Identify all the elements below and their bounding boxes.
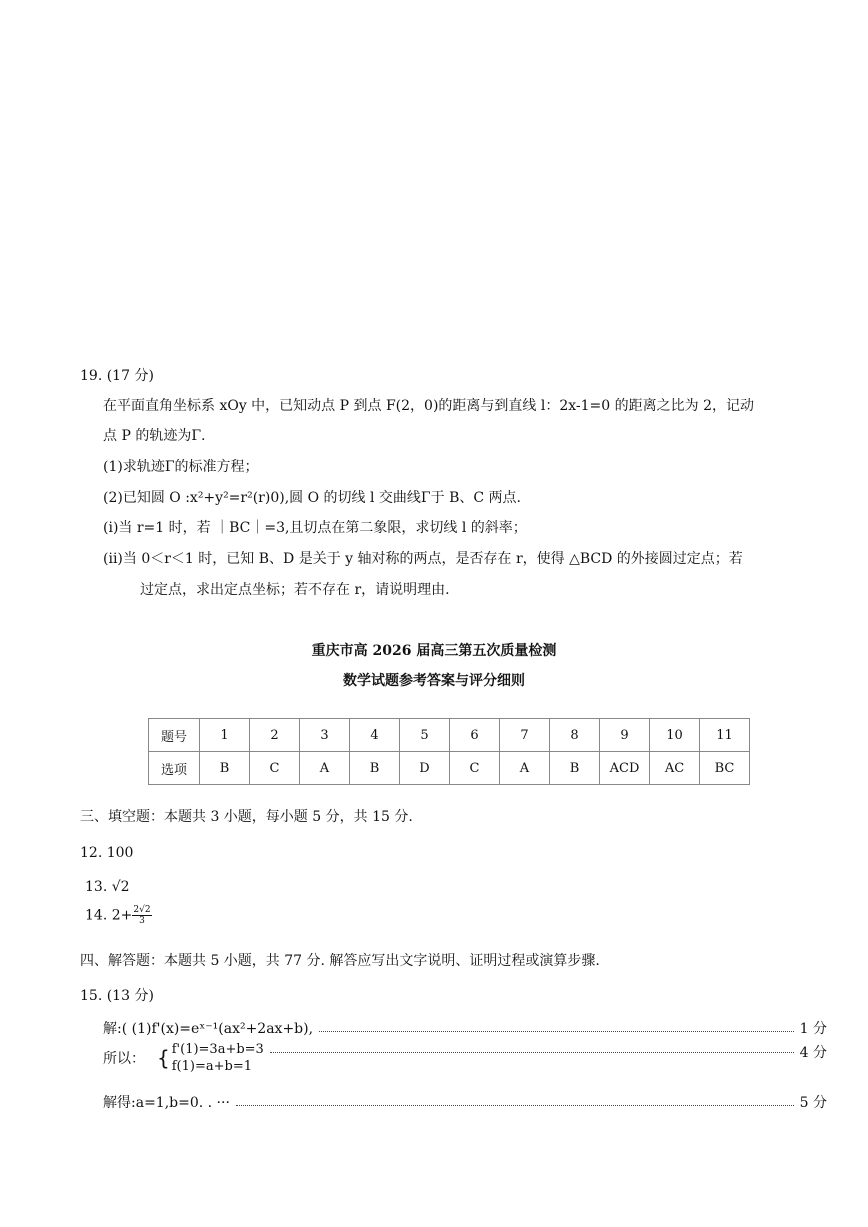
answer-14-prefix: 14. 2+ <box>85 907 133 924</box>
answer-option: D <box>400 752 450 785</box>
question-row <box>149 719 750 752</box>
leader-dots <box>319 1031 794 1032</box>
question-number: 11 <box>700 719 750 752</box>
question-number: 5 <box>400 719 450 752</box>
answer-13-prefix: 13. <box>85 879 108 895</box>
answer-key-title: 重庆市高 2026 届高三第五次质量检测 <box>311 643 557 659</box>
fill-blank-header: 三、填空题：本题共 3 小题，每小题 5 分，共 15 分. <box>80 809 413 825</box>
step-2-score: 4 分 <box>799 1045 827 1061</box>
answer-option: C <box>250 752 300 785</box>
brace-icon: { <box>157 1046 170 1070</box>
step-2-label: 所以： <box>103 1051 145 1067</box>
answer-option: B <box>550 752 600 785</box>
step-3-score: 5 分 <box>799 1095 827 1111</box>
question-number: 9 <box>600 719 650 752</box>
leader-dots <box>270 1052 794 1053</box>
answer-option: B <box>350 752 400 785</box>
question-number: 7 <box>500 719 550 752</box>
solution-step-2 <box>103 1040 827 1076</box>
question-number: 4 <box>350 719 400 752</box>
fraction-numerator: 2√2 <box>133 905 151 915</box>
equation-system <box>172 1041 264 1075</box>
question-number: 10 <box>650 719 700 752</box>
answer-row-header: 选项 <box>149 752 200 785</box>
question-number: 6 <box>450 719 500 752</box>
problem-19-part2ii-line1: (ii)当 0＜r＜1 时，已知 B、D 是关于 y 轴对称的两点，是否存在 r，使得 △BCD 的外接圆过定点；若 <box>103 551 743 567</box>
question-number: 3 <box>300 719 350 752</box>
answer-14-fraction <box>132 905 151 926</box>
answer-option: B <box>200 752 250 785</box>
problem-19-line2: 点 P 的轨迹为Γ. <box>103 428 206 444</box>
question-number: 1 <box>200 719 250 752</box>
solution-step-1 <box>103 1018 827 1038</box>
solution-step-3 <box>103 1092 827 1112</box>
problem-19-line1: 在平面直角坐标系 xOy 中，已知动点 P 到点 F(2，0)的距离与到直线 l：2x-1=0 的距离之比为 2，记动 <box>103 398 754 414</box>
problem-19-part2i: (i)当 r=1 时，若 ｜BC｜=3,且切点在第二象限，求切线 l 的斜率； <box>103 520 527 536</box>
step-1-score: 1 分 <box>799 1021 827 1037</box>
fraction-denominator: 3 <box>139 916 145 926</box>
answer-option: A <box>500 752 550 785</box>
answer-option: C <box>450 752 500 785</box>
answer-key-subtitle: 数学试题参考答案与评分细则 <box>343 673 525 689</box>
answer-13-value: √2 <box>111 879 130 895</box>
step-2-eq2: f(1)=a+b=1 <box>171 1059 252 1074</box>
answer-14 <box>85 905 152 926</box>
answer-table <box>148 718 750 785</box>
step-3-text: 解得:a=1,b=0. . ··· <box>103 1095 230 1111</box>
answer-row <box>149 752 750 785</box>
solutions-header: 四、解答题：本题共 5 小题，共 77 分. 解答应写出文字说明、证明过程或演算步骤. <box>80 953 600 969</box>
question-number: 8 <box>550 719 600 752</box>
answer-12: 12. 100 <box>80 845 134 861</box>
answer-option: BC <box>700 752 750 785</box>
step-1-text: 解:( (1)f'(x)=eˣ⁻¹(ax²+2ax+b), <box>103 1021 314 1037</box>
question-number: 2 <box>250 719 300 752</box>
step-2-eq1: f'(1)=3a+b=3 <box>171 1042 264 1057</box>
question-row-header: 题号 <box>149 719 200 752</box>
problem-19-part1: (1)求轨迹Γ的标准方程； <box>103 459 259 475</box>
leader-dots <box>236 1105 794 1106</box>
answer-option: AC <box>650 752 700 785</box>
answer-13 <box>85 879 130 895</box>
answer-option: ACD <box>600 752 650 785</box>
answer-option: A <box>300 752 350 785</box>
problem-19-part2ii-line2: 过定点，求出定点坐标；若不存在 r，请说明理由. <box>140 582 450 598</box>
problem-19-header: 19. (17 分) <box>80 368 154 384</box>
problem-15-header: 15. (13 分) <box>80 988 154 1004</box>
problem-19-part2: (2)已知圆 O :x²+y²=r²(r)0),圆 O 的切线 l 交曲线Γ于 B、C 两点. <box>103 490 521 506</box>
